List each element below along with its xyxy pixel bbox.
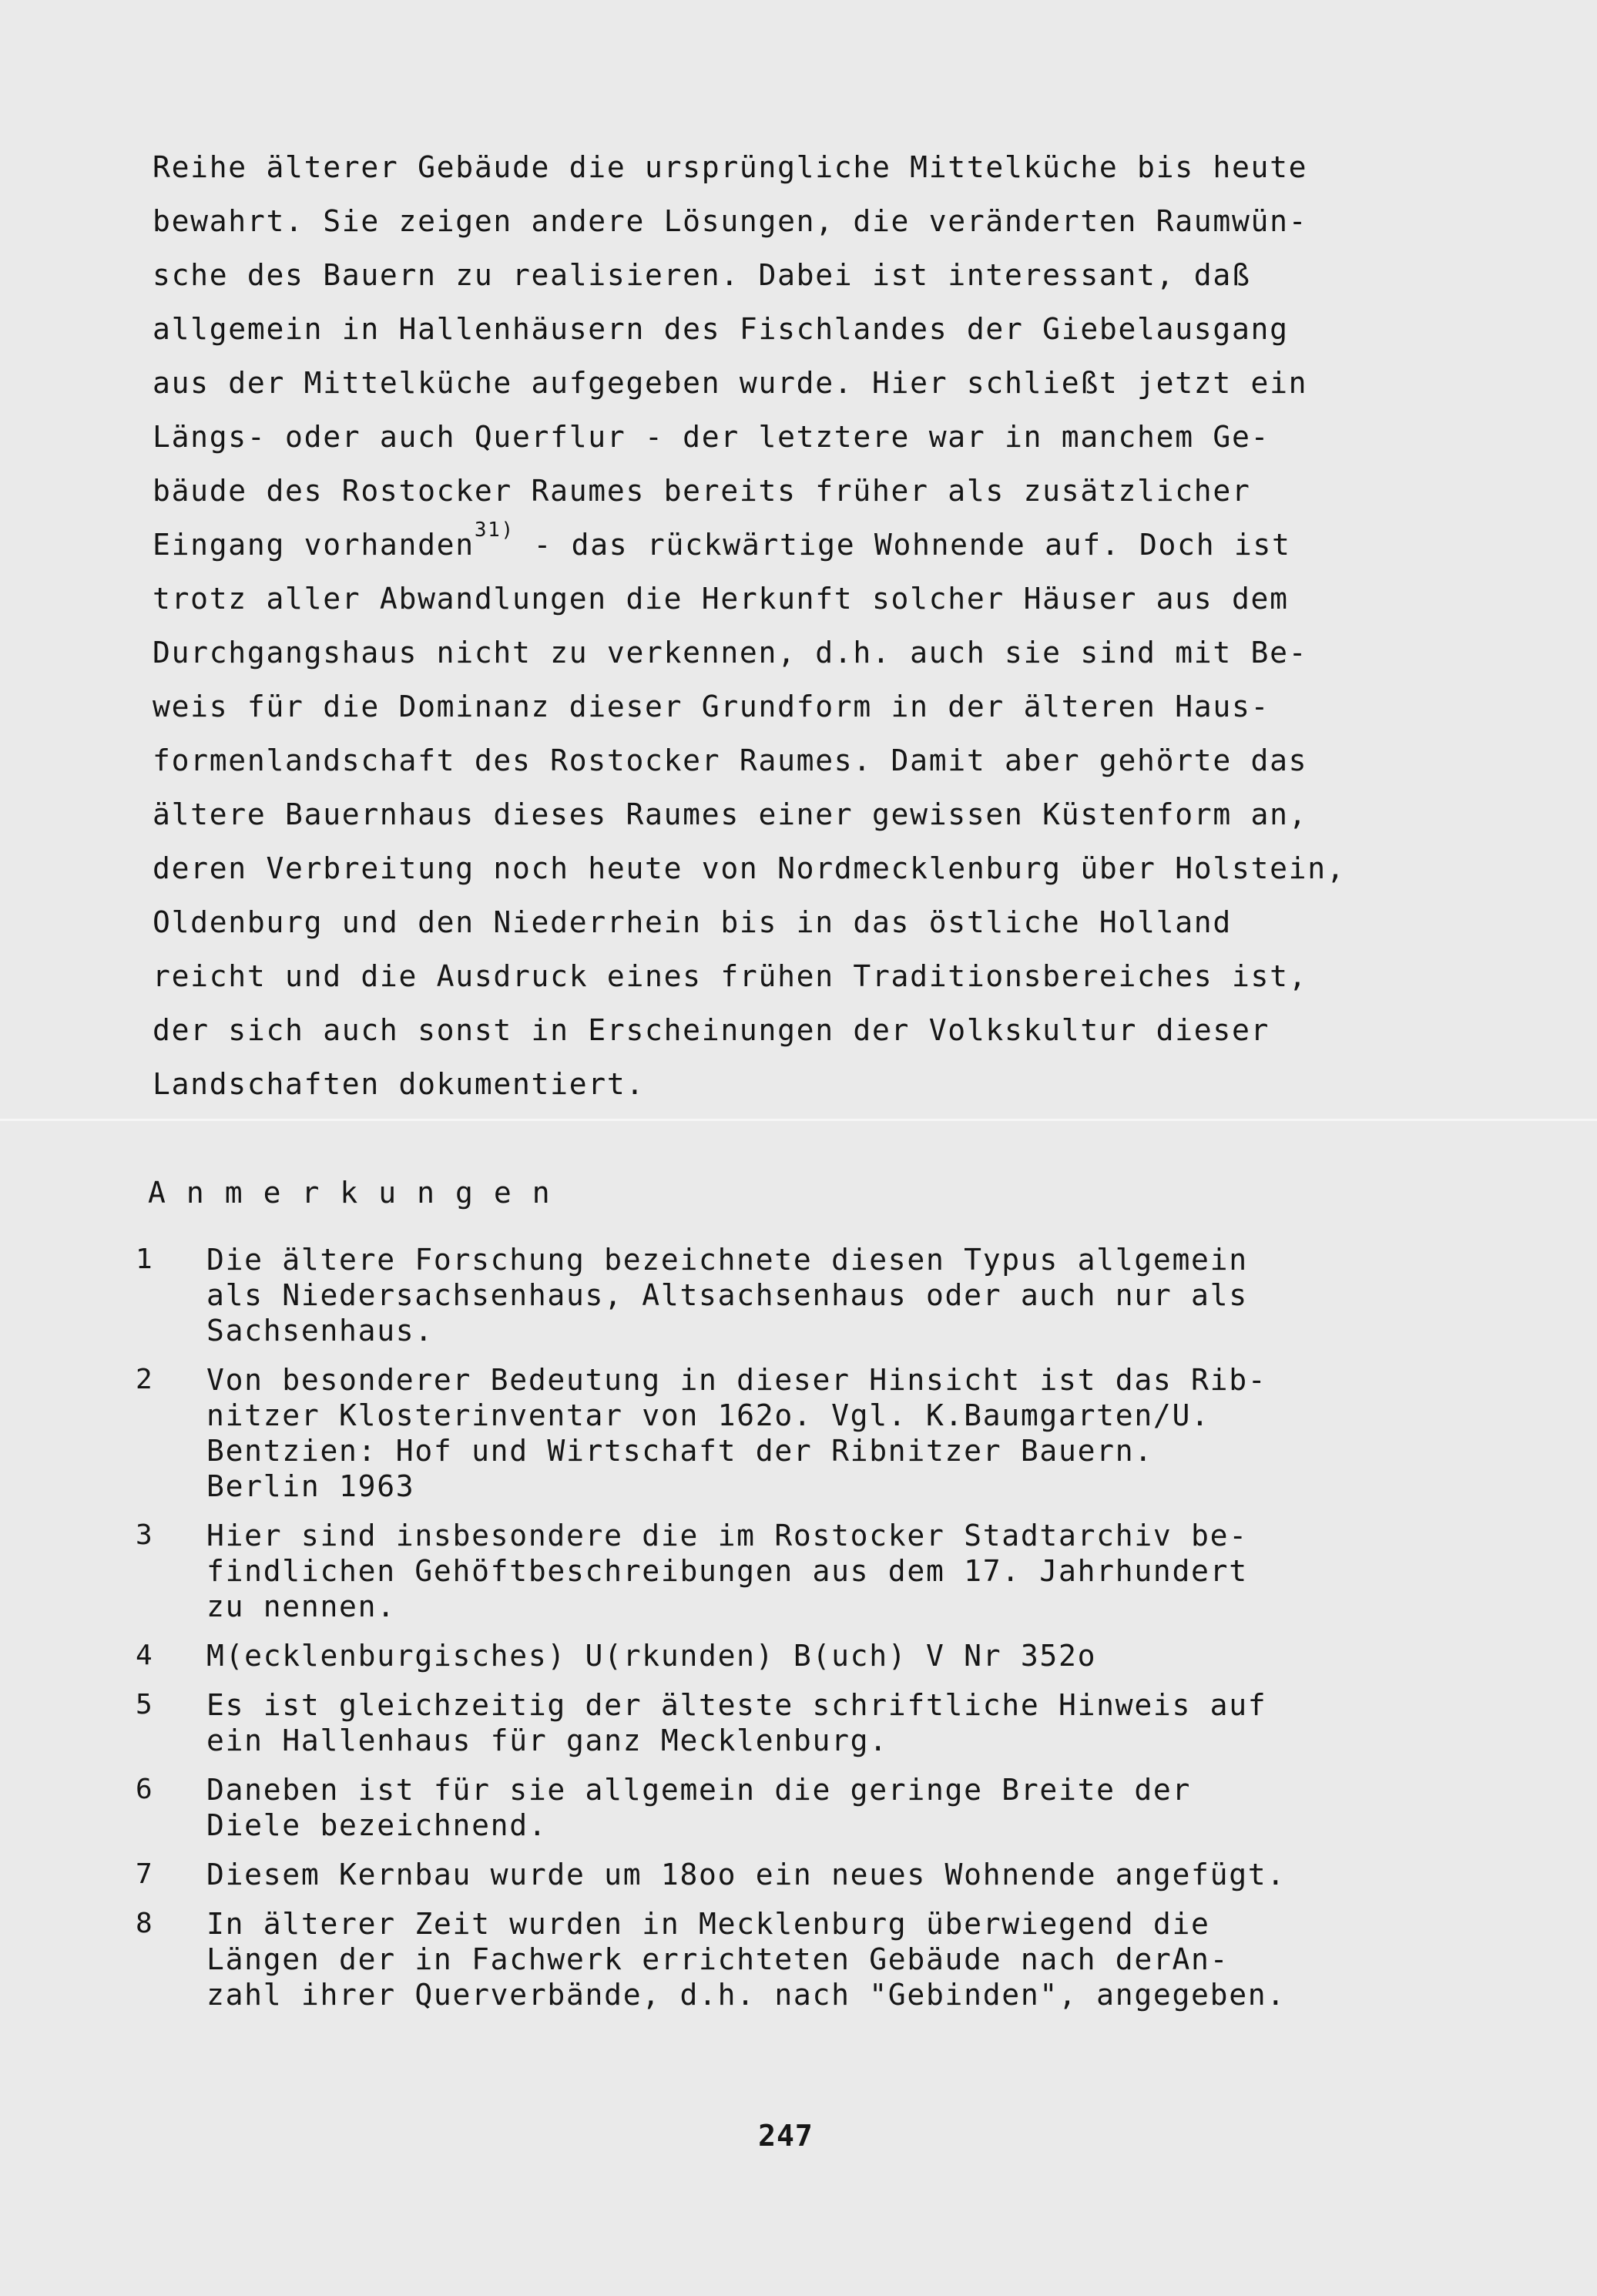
note-item [136,1772,1522,1843]
note-item [136,1242,1522,1348]
note-number: 8 [136,1908,153,1939]
body-line: formenlandschaft des Rostocker Raumes. Damit aber gehörte das [153,744,1308,777]
note-line: zahl ihrer Querverbände, d.h. nach "Gebinden", angegeben. [206,1978,1286,2012]
note-number: 3 [136,1519,153,1551]
note-item [136,1906,1522,2012]
note-line: M(ecklenburgisches) U(rkunden) B(uch) V Nr 352o [206,1639,1097,1673]
body-line-with-footnote [153,518,1524,572]
note-line: Bentzien: Hof und Wirtschaft der Ribnitzer Bauern. [206,1434,1153,1468]
page-number: 247 [758,2119,814,2153]
body-line: ältere Bauernhaus dieses Raumes einer gewissen Küstenform an, [153,797,1308,831]
note-number: 2 [136,1364,153,1395]
note-number: 1 [136,1244,153,1275]
note-number: 6 [136,1774,153,1805]
notes-heading: Anmerkungen [148,1176,571,1210]
body-text [153,140,1524,1111]
note-line: Hier sind insbesondere die im Rostocker Stadtarchiv be- [206,1519,1248,1552]
note-line: Längen der in Fachwerk errichteten Gebäude nach derAn- [206,1942,1230,1976]
footnote-reference: 31) [474,519,515,542]
body-line: allgemein in Hallenhäusern des Fischlandes der Giebelausgang [153,312,1289,346]
note-line: als Niedersachsenhaus, Altsachsenhaus oder auch nur als [206,1278,1248,1312]
body-line: reicht und die Ausdruck eines frühen Traditionsbereiches ist, [153,959,1308,993]
body-line: deren Verbreitung noch heute von Nordmecklenburg über Holstein, [153,851,1346,885]
note-line: zu nennen. [206,1589,396,1623]
note-line: Diele bezeichnend. [206,1808,548,1842]
body-line: der sich auch sonst in Erscheinungen der Volkskultur dieser [153,1013,1270,1047]
body-line: aus der Mittelküche aufgegeben wurde. Hier schließt jetzt ein [153,366,1308,400]
note-line: Berlin 1963 [206,1469,415,1503]
body-line: Längs- oder auch Querflur - der letztere war in manchem Ge- [153,420,1270,454]
body-line: Reihe älterer Gebäude die ursprüngliche Mittelküche bis heute [153,150,1308,184]
body-line: Durchgangshaus nicht zu verkennen, d.h. auch sie sind mit Be- [153,636,1308,670]
note-number: 4 [136,1640,153,1671]
note-item [136,1638,1522,1673]
body-line: trotz aller Abwandlungen die Herkunft solcher Häuser aus dem [153,582,1289,616]
notes-list [136,1242,1522,2026]
note-line: findlichen Gehöftbeschreibungen aus dem 17. Jahrhundert [206,1554,1248,1588]
note-line: Von besonderer Bedeutung in dieser Hinsicht ist das Rib- [206,1363,1267,1397]
body-line-tail: - das rückwärtige Wohnende auf. Doch ist [514,528,1291,562]
body-line: Landschaften dokumentiert. [153,1067,646,1101]
note-line: Die ältere Forschung bezeichnete diesen Typus allgemein [206,1243,1248,1277]
note-item [136,1687,1522,1758]
body-line-text: Eingang vorhanden [153,528,475,562]
note-item [136,1362,1522,1504]
body-line: bewahrt. Sie zeigen andere Lösungen, die veränderten Raumwün- [153,204,1308,238]
note-line: Sachsenhaus. [206,1314,434,1348]
note-line: In älterer Zeit wurden in Mecklenburg überwiegend die [206,1907,1210,1941]
page-fold-line [0,1119,1597,1121]
note-line: Diesem Kernbau wurde um 18oo ein neues Wohnende angefügt. [206,1858,1286,1892]
note-item [136,1518,1522,1624]
body-line: Oldenburg und den Niederrhein bis in das östliche Holland [153,905,1232,939]
note-line: Daneben ist für sie allgemein die geringe Breite der [206,1773,1192,1807]
note-number: 7 [136,1858,153,1890]
note-line: Es ist gleichzeitig der älteste schriftliche Hinweis auf [206,1688,1267,1722]
body-line: weis für die Dominanz dieser Grundform in der älteren Haus- [153,690,1270,723]
body-line: sche des Bauern zu realisieren. Dabei ist interessant, daß [153,258,1251,292]
note-number: 5 [136,1689,153,1720]
note-line: ein Hallenhaus für ganz Mecklenburg. [206,1724,888,1757]
note-item [136,1857,1522,1892]
body-line: bäude des Rostocker Raumes bereits früher als zusätzlicher [153,474,1251,508]
note-line: nitzer Klosterinventar von 162o. Vgl. K.Baumgarten/U. [206,1398,1210,1432]
